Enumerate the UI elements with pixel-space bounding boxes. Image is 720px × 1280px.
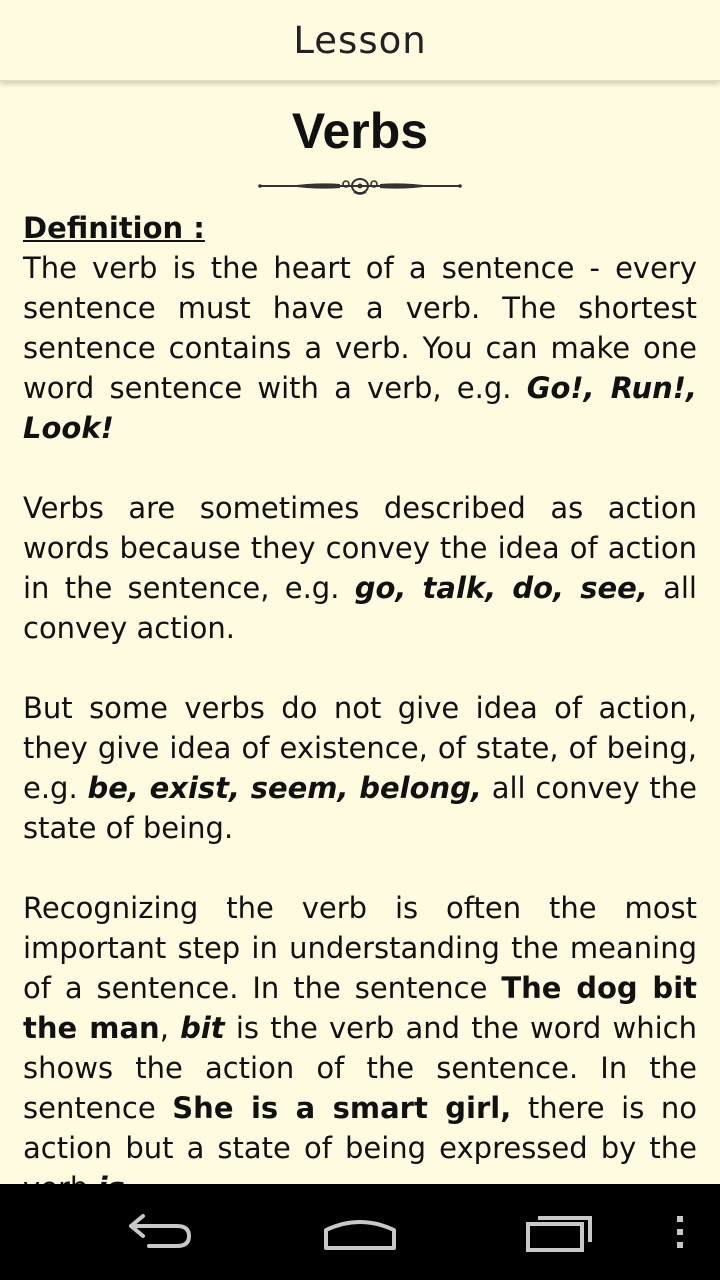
example-sentence: She is a smart girl,	[172, 1091, 512, 1125]
paragraph-text: there is no action but a state of being expressed by the	[23, 1091, 698, 1165]
back-icon	[125, 1212, 195, 1252]
paragraph-text: Recognizing the verb is often the most important step in understanding the meaning of a sentence. In the sentence	[23, 891, 697, 1005]
paragraph-state-verbs	[23, 688, 697, 848]
recent-apps-button[interactable]	[510, 1184, 610, 1280]
recent-apps-icon	[524, 1212, 596, 1252]
app-bar	[0, 0, 720, 81]
example-sentence: The dog bit the man	[23, 971, 697, 1045]
example-verb: bit	[180, 1011, 225, 1045]
back-button[interactable]	[110, 1184, 210, 1280]
paragraph-recognizing	[23, 888, 697, 1208]
paragraph-definition	[23, 208, 697, 448]
lesson-content[interactable]	[0, 82, 720, 1184]
example-words: be, exist, seem, belong,	[87, 771, 482, 805]
ornament-divider-icon	[258, 176, 462, 196]
lesson-title: Verbs	[291, 103, 429, 159]
paragraph-text: all convey action.	[23, 571, 697, 645]
example-words: Go!, Run!, Look!	[23, 371, 698, 445]
home-button[interactable]	[310, 1184, 410, 1280]
overflow-menu-icon	[674, 1214, 686, 1250]
paragraph-text: all convey the state of being.	[23, 771, 698, 845]
overflow-menu-button[interactable]	[660, 1184, 700, 1280]
definition-heading: Definition :	[23, 211, 205, 245]
home-icon	[322, 1212, 398, 1252]
paragraph-action-verbs	[23, 488, 697, 648]
app-title: Lesson	[293, 18, 427, 62]
lesson-body	[0, 208, 720, 1208]
paragraph-text: But some verbs do not give idea of action, they give idea of existence, of state, of being, e.g.	[23, 691, 697, 805]
paragraph-text: The verb is the heart of a sentence - every sentence must have a verb. The shortest sentence contains a verb. You can make one word sentence with a verb, e.g.	[23, 251, 697, 405]
paragraph-text: is the verb and the word which shows the action of the sentence. In the sentence	[23, 1011, 697, 1125]
example-words: go, talk, do, see,	[354, 571, 648, 605]
paragraph-text: ,	[159, 1011, 181, 1045]
system-nav-bar	[0, 1184, 720, 1280]
paragraph-text: Verbs are sometimes described as action words because they convey the idea of action in the sentence, e.g.	[23, 491, 697, 605]
